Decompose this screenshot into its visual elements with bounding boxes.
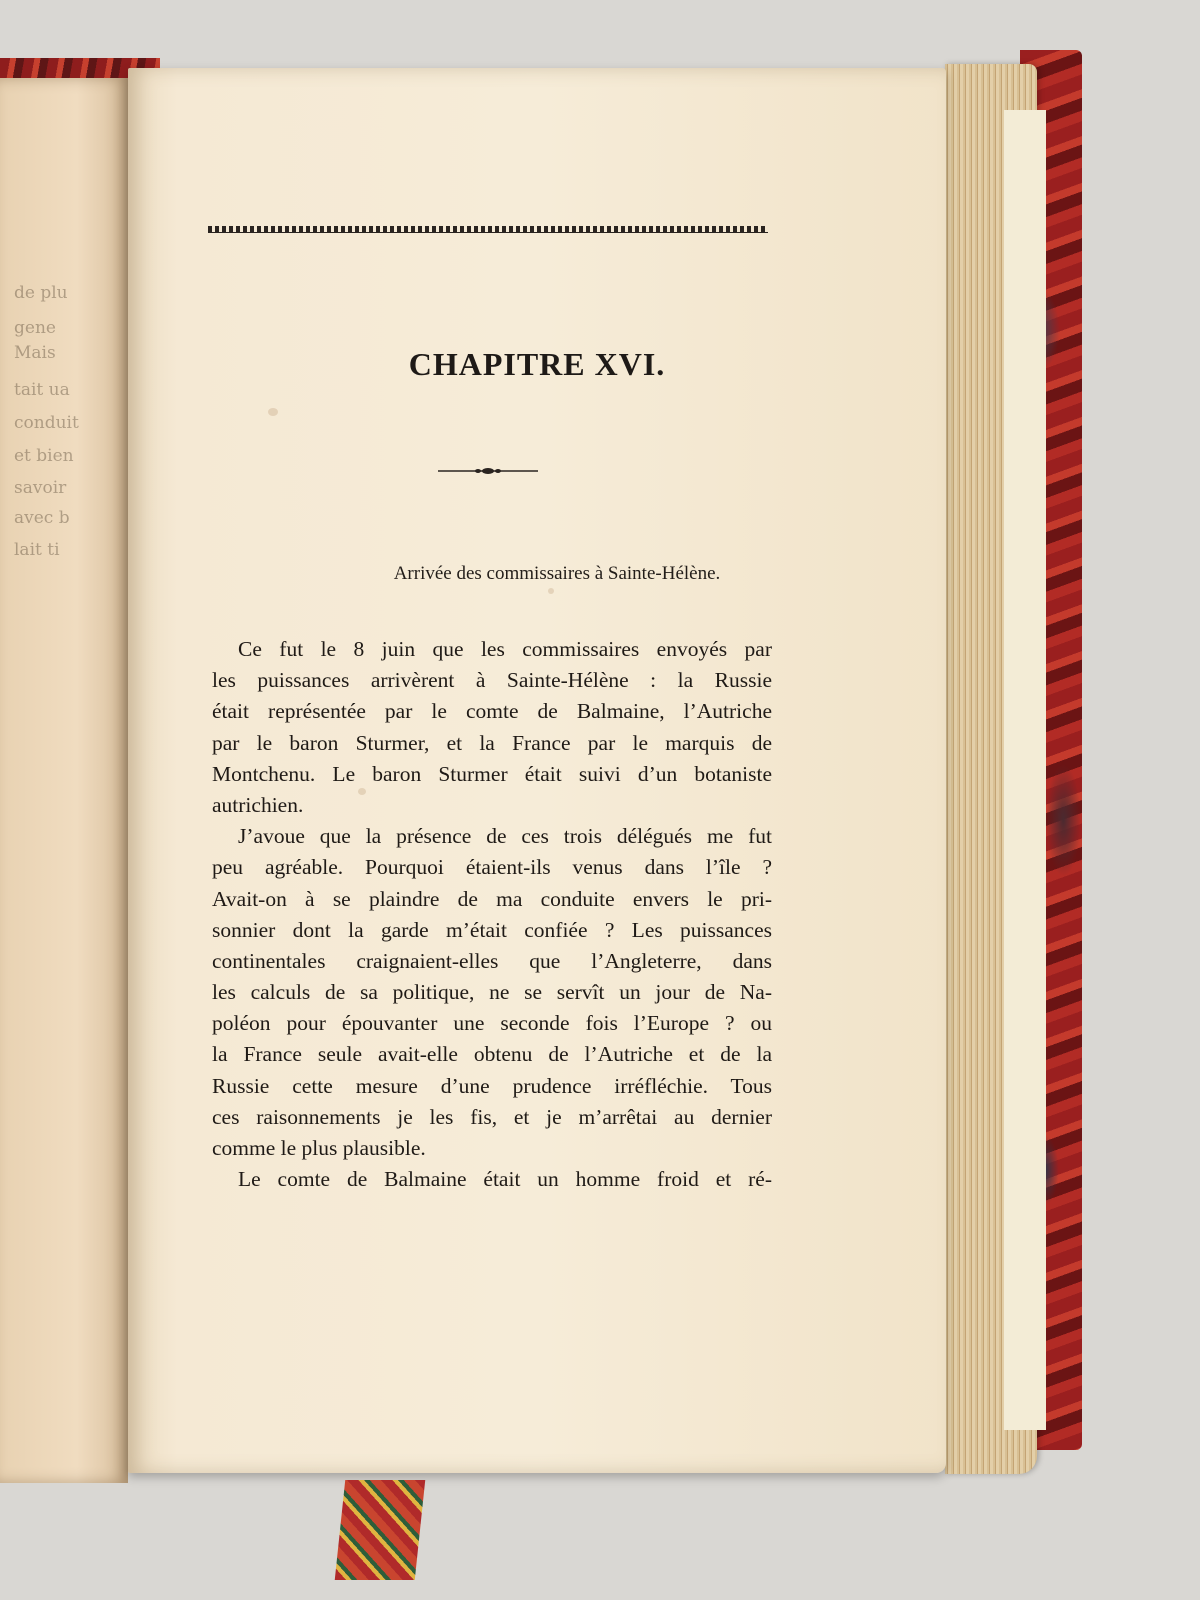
- text-line: les puissances arrivèrent à Sainte-Hélène : la Russie: [212, 668, 772, 693]
- page-fore-edge-insert: [1004, 110, 1046, 1430]
- text-line: comme le plus plausible.: [212, 1136, 426, 1160]
- left-page-text-fragment: de plu: [14, 283, 68, 303]
- text-line: Montchenu. Le baron Sturmer était suivi d’un botaniste: [212, 761, 772, 786]
- left-page-text-fragment: lait ti: [14, 540, 60, 560]
- body-text: [212, 634, 772, 1195]
- foxing-spot: [548, 588, 554, 594]
- right-page: [128, 68, 946, 1473]
- text-line: était représentée par le comte de Balmaine, l’Autriche: [212, 699, 772, 724]
- chapter-title: CHAPITRE XVI.: [408, 346, 666, 382]
- left-page-text-fragment: Mais: [14, 343, 56, 363]
- text-line: Le comte de Balmaine était un homme froid et ré-: [238, 1167, 772, 1192]
- left-page-text-fragment: savoir: [14, 478, 67, 498]
- text-line: Avait-on à se plaindre de ma conduite envers le pri-: [212, 886, 772, 911]
- section-subtitle: Arrivée des commissaires à Sainte-Hélène.: [393, 563, 721, 584]
- text-line: J’avoue que la présence de ces trois délégués me fut: [238, 824, 772, 849]
- text-line: ces raisonnements je les fis, et je m’arrêtai au dernier: [212, 1104, 772, 1129]
- text-line: peu agréable. Pourquoi étaient-ils venus dans l’île ?: [212, 855, 772, 880]
- text-line: continentales craignaient-elles que l’Angleterre, dans: [212, 948, 772, 973]
- left-page-text-fragment: tait ua: [14, 380, 70, 400]
- left-page-text-fragment: gene: [14, 318, 56, 338]
- text-line: poléon pour épouvanter une seconde fois l’Europe ? ou: [212, 1011, 772, 1036]
- text-line: sonnier dont la garde m’était confiée ? Les puissances: [212, 917, 772, 942]
- left-page-text-fragment: avec b: [14, 508, 70, 528]
- left-page-text-fragment: conduit: [14, 413, 79, 433]
- text-line: par le baron Sturmer, et la France par le marquis de: [212, 730, 772, 755]
- ribbon-bookmark: [335, 1480, 426, 1580]
- ornament-divider: [438, 467, 538, 475]
- left-page: [0, 78, 128, 1483]
- foxing-spot: [268, 408, 278, 416]
- left-page-text-fragment: et bien: [14, 446, 74, 466]
- text-line: Russie cette mesure d’une prudence irréfléchie. Tous: [212, 1073, 772, 1098]
- text-line: les calculs de sa politique, ne se servît un jour de Na-: [212, 980, 772, 1005]
- text-line: la France seule avait-elle obtenu de l’Autriche et de la: [212, 1042, 772, 1067]
- text-line: autrichien.: [212, 792, 304, 817]
- header-rule: [208, 226, 768, 233]
- text-line: Ce fut le 8 juin que les commissaires envoyés par: [238, 637, 772, 661]
